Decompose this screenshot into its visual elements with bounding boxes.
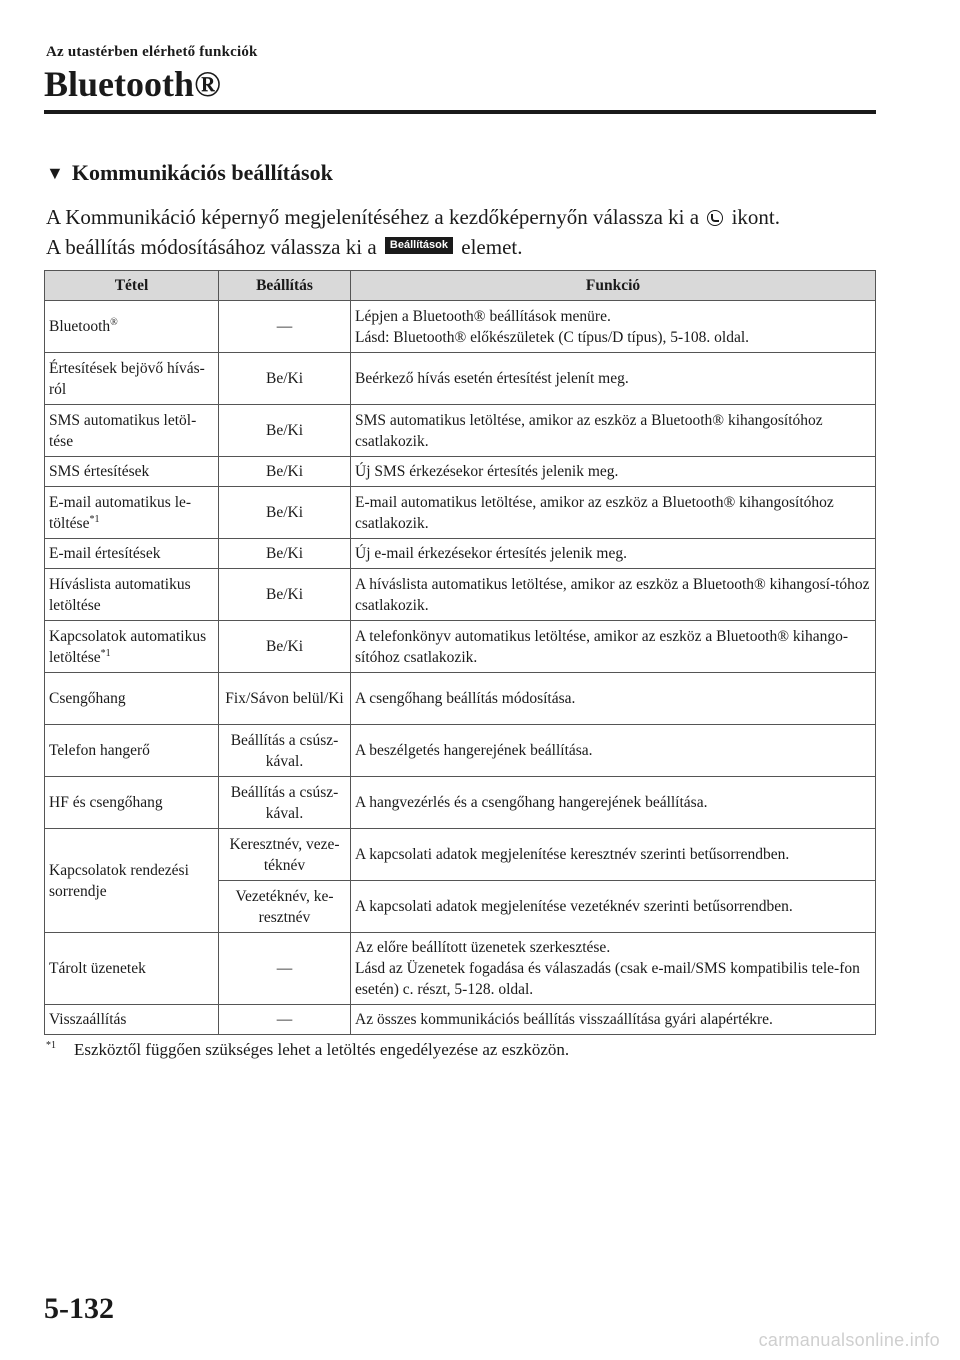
cell-item	[45, 405, 219, 457]
intro-line-2-text: A beállítás módosításához válassza ki a	[46, 235, 377, 259]
table-row	[45, 539, 876, 569]
cell-function-line: Az előre beállított üzenetek szerkesztése.	[355, 939, 611, 956]
table-row	[45, 487, 876, 539]
cell-function-line: Lásd: Bluetooth® előkészületek (C típus/D típus), 5-108. oldal.	[355, 328, 750, 346]
cell-item-superscript: *1	[89, 513, 100, 525]
cell-setting: Be/Ki	[219, 487, 351, 539]
footnote	[46, 1040, 569, 1060]
cell-function	[351, 1005, 876, 1035]
cell-setting: Beállítás a csúsz-kával.	[219, 777, 351, 829]
cell-item	[45, 353, 219, 405]
cell-item	[45, 487, 219, 539]
table-row	[45, 933, 876, 1005]
table-row	[45, 673, 876, 725]
cell-item-text: Telefon hangerő	[49, 742, 150, 759]
cell-function-line: A híváslista automatikus letöltése, amikor az eszköz a Bluetooth® kihangosí-tóhoz csatlakozik.	[355, 575, 870, 614]
cell-item-text: SMS automatikus letöl-tése	[49, 411, 197, 450]
cell-function	[351, 621, 876, 673]
cell-function-line: Az összes kommunikációs beállítás visszaállítása gyári alapértékre.	[355, 1011, 773, 1028]
cell-item-superscript: ®	[110, 316, 118, 328]
cell-function-line: A beszélgetés hangerejének beállítása.	[355, 742, 593, 759]
table-row	[45, 569, 876, 621]
cell-item	[45, 725, 219, 777]
cell-function-line: A csengőhang beállítás módosítása.	[355, 690, 576, 707]
settings-button: Beállítások	[385, 237, 453, 254]
cell-function	[351, 301, 876, 353]
table-row	[45, 829, 876, 881]
watermark: carmanualsonline.info	[758, 1330, 940, 1350]
page-title: Bluetooth®	[44, 64, 221, 104]
table-row	[45, 725, 876, 777]
table-header-row	[45, 271, 876, 301]
cell-function	[351, 777, 876, 829]
footnote-text: Eszköztől függően szükséges lehet a letöltés engedélyezése az eszközön.	[74, 1040, 570, 1059]
cell-function-line: Új e-mail érkezésekor értesítés jelenik meg.	[355, 545, 627, 562]
cell-item-text: Értesítések bejövő hívás-ról	[49, 359, 205, 398]
section-heading-text: Kommunikációs beállítások	[71, 160, 333, 185]
cell-function-line: SMS automatikus letöltése, amikor az eszköz a Bluetooth® kihangosítóhoz csatlakozik.	[355, 411, 823, 450]
cell-setting: Beállítás a csúsz-kával.	[219, 725, 351, 777]
cell-function-line: A hangvezérlés és a csengőhang hangerejének beállítása.	[355, 794, 708, 811]
cell-setting: Vezetéknév, ke-resztnév	[219, 881, 351, 933]
cell-item-text: Visszaállítás	[49, 1011, 127, 1028]
table-row	[45, 1005, 876, 1035]
cell-function	[351, 725, 876, 777]
settings-table	[44, 270, 876, 1035]
cell-item	[45, 673, 219, 725]
cell-item	[45, 933, 219, 1005]
cell-setting: Be/Ki	[219, 457, 351, 487]
cell-item	[45, 829, 219, 933]
cell-item	[45, 569, 219, 621]
cell-setting: Be/Ki	[219, 569, 351, 621]
cell-item-text: SMS értesítések	[49, 463, 150, 480]
cell-item-text: Tárolt üzenetek	[49, 960, 146, 977]
cell-item	[45, 777, 219, 829]
header-setting: Beállítás	[219, 271, 351, 301]
cell-item	[45, 301, 219, 353]
cell-function	[351, 881, 876, 933]
cell-function	[351, 353, 876, 405]
header-function: Funkció	[351, 271, 876, 301]
cell-item-text: Kapcsolatok rendezési sorrendje	[49, 861, 189, 900]
cell-setting: —	[219, 933, 351, 1005]
chapter-label: Az utastérben elérhető funkciók	[46, 44, 258, 60]
cell-item-text: Csengőhang	[49, 690, 126, 707]
cell-item-text: Híváslista automatikus letöltése	[49, 575, 191, 614]
intro-line-1-end: ikont.	[731, 205, 781, 229]
table-row	[45, 777, 876, 829]
table-row	[45, 405, 876, 457]
footnote-mark: *1	[46, 1040, 56, 1052]
table-row	[45, 353, 876, 405]
cell-setting: Be/Ki	[219, 539, 351, 569]
cell-setting: Keresztnév, veze-téknév	[219, 829, 351, 881]
table-row	[45, 457, 876, 487]
cell-setting: Be/Ki	[219, 621, 351, 673]
cell-item	[45, 621, 219, 673]
cell-function-line: A kapcsolati adatok megjelenítése vezetéknév szerinti betűsorrendben.	[355, 898, 793, 915]
cell-function-line: Lásd az Üzenetek fogadása és válaszadás (csak e-mail/SMS kompatibilis tele-fon esetén) c. részt, 5-128. oldal.	[355, 960, 860, 998]
table-row	[45, 301, 876, 353]
cell-function	[351, 487, 876, 539]
cell-function	[351, 673, 876, 725]
cell-item-text: HF és csengőhang	[49, 794, 163, 811]
cell-item-text: Kapcsolatok automatikus letöltése	[49, 627, 207, 666]
cell-item-text: E-mail automatikus le-töltése	[49, 493, 192, 532]
cell-function	[351, 569, 876, 621]
cell-setting: Be/Ki	[219, 405, 351, 457]
header-item: Tétel	[45, 271, 219, 301]
intro-line-2	[46, 232, 780, 262]
intro-line-1-text: A Kommunikáció képernyő megjelenítéséhez a kezdőképernyőn válassza ki a	[46, 205, 700, 229]
cell-function	[351, 829, 876, 881]
cell-item	[45, 457, 219, 487]
cell-function	[351, 933, 876, 1005]
intro-text	[46, 202, 780, 262]
cell-item-superscript: *1	[100, 647, 111, 659]
triangle-down-icon: ▼	[46, 162, 64, 183]
page-number: 5-132	[44, 1292, 114, 1325]
cell-setting: —	[219, 301, 351, 353]
cell-item-text: E-mail értesítések	[49, 545, 161, 562]
cell-item	[45, 1005, 219, 1035]
title-divider	[44, 110, 876, 114]
cell-function-line: Lépjen a Bluetooth® beállítások menüre.	[355, 307, 611, 325]
cell-setting: Fix/Sávon belül/Ki	[219, 673, 351, 725]
cell-setting: Be/Ki	[219, 353, 351, 405]
cell-setting: —	[219, 1005, 351, 1035]
cell-function-line: Új SMS érkezésekor értesítés jelenik meg.	[355, 463, 619, 480]
table-row	[45, 621, 876, 673]
phone-icon	[707, 210, 723, 226]
cell-function-line: A telefonkönyv automatikus letöltése, amikor az eszköz a Bluetooth® kihango-sítóhoz csatlakozik.	[355, 627, 849, 666]
cell-function-line: A kapcsolati adatok megjelenítése keresztnév szerinti betűsorrendben.	[355, 846, 790, 863]
cell-function	[351, 457, 876, 487]
cell-item-text: Bluetooth	[49, 318, 111, 335]
intro-line-1	[46, 202, 780, 232]
cell-function	[351, 405, 876, 457]
section-heading	[46, 160, 333, 186]
cell-function	[351, 539, 876, 569]
cell-function-line: E-mail automatikus letöltése, amikor az eszköz a Bluetooth® kihangosítóhoz csatlakozik.	[355, 493, 834, 532]
intro-line-2-end: elemet.	[461, 235, 523, 259]
cell-item	[45, 539, 219, 569]
cell-function-line: Beérkező hívás esetén értesítést jelenít meg.	[355, 370, 629, 387]
